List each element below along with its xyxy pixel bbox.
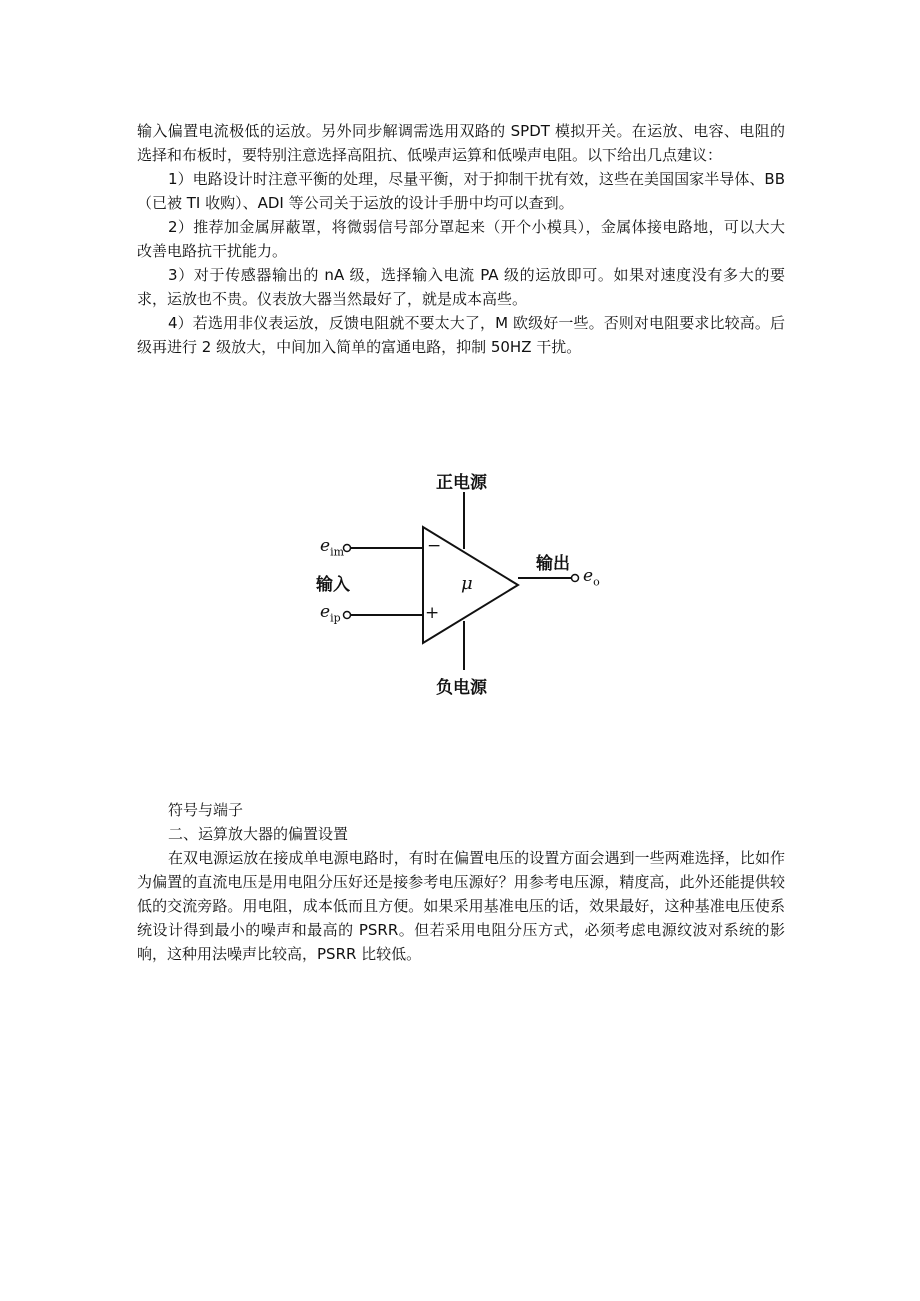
inverting-input-subscript: im — [330, 545, 345, 559]
inverting-input-base: e — [320, 536, 331, 556]
figure-caption: 符号与端子 — [168, 801, 244, 819]
output-symbol — [583, 566, 600, 588]
gain-symbol: μ — [461, 573, 473, 594]
negative-supply-label: 负电源 — [436, 678, 487, 698]
output-label: 输出 — [536, 554, 570, 574]
plus-sign: + — [425, 603, 440, 623]
output-subscript: o — [593, 575, 600, 589]
top-text-block — [137, 119, 785, 359]
inverting-input-symbol — [320, 536, 344, 558]
paragraph-intro: 输入偏置电流极低的运放。另外同步解调需选用双路的 SPDT 模拟开关。在运放、电容、电阻的选择和布板时，要特别注意选择高阻抗、低噪声运算和低噪声电阻。以下给出几点建议： — [137, 122, 785, 164]
input-label: 输入 — [316, 575, 350, 595]
paragraph-tip-1: 1）电路设计时注意平衡的处理，尽量平衡，对于抑制干扰有效，这些在美国国家半导体、BB（已被 TI 收购）、ADI 等公司关于运放的设计手册中均可以查到。 — [137, 170, 785, 212]
noninverting-input-terminal — [344, 612, 351, 619]
noninverting-input-symbol — [320, 602, 341, 624]
noninverting-input-subscript: ip — [330, 611, 341, 625]
section-heading: 二、运算放大器的偏置设置 — [168, 825, 349, 843]
op-amp-symbol-diagram — [300, 460, 620, 700]
inverting-input-terminal — [344, 545, 351, 552]
output-base: e — [583, 566, 594, 586]
positive-supply-label: 正电源 — [436, 473, 487, 493]
paragraph-bias: 在双电源运放在接成单电源电路时，有时在偏置电压的设置方面会遇到一些两难选择，比如作为偏置的直流电压是用电阻分压好还是接参考电压源好？用参考电压源，精度高，此外还能提供较低的交流旁路。用电阻，成本低而且方便。如果采用基准电压的话，效果最好，这种基准电压使系统设计得到最小的噪声和最高的 PSRR。但若采用电阻分压方式，必须考虑电源纹波对系统的影响，这种用法噪声比较高，PSRR 比较低。 — [137, 849, 785, 963]
output-terminal — [572, 575, 579, 582]
noninverting-input-base: e — [320, 602, 331, 622]
bottom-text-block — [137, 798, 785, 966]
paragraph-tip-2: 2）推荐加金属屏蔽罩，将微弱信号部分罩起来（开个小模具），金属体接电路地，可以大大改善电路抗干扰能力。 — [137, 218, 785, 260]
minus-sign: − — [427, 536, 442, 556]
paragraph-tip-4: 4）若选用非仪表运放，反馈电阻就不要太大了，M 欧级好一些。否则对电阻要求比较高。后级再进行 2 级放大，中间加入简单的富通电路，抑制 50HZ 干扰。 — [137, 314, 785, 356]
paragraph-tip-3: 3）对于传感器输出的 nA 级，选择输入电流 PA 级的运放即可。如果对速度没有多大的要求，运放也不贵。仪表放大器当然最好了，就是成本高些。 — [137, 266, 785, 308]
